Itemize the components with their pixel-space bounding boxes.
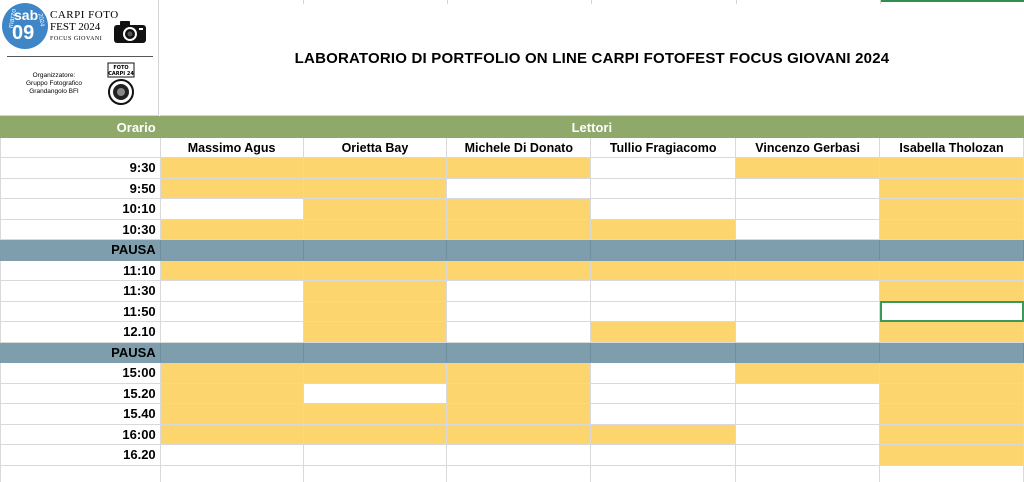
time-label[interactable]: 10:30 (1, 219, 161, 240)
booked-slot-cell[interactable] (736, 260, 880, 281)
reader-name[interactable]: Massimo Agus (160, 138, 303, 158)
pause-cell[interactable] (447, 240, 591, 261)
pause-label[interactable]: PAUSA (1, 240, 161, 261)
orario-header[interactable]: Orario (1, 117, 161, 138)
time-label[interactable]: 15.40 (1, 404, 161, 425)
svg-text:FOTO: FOTO (113, 65, 129, 71)
pause-row (1, 240, 1024, 261)
free-slot-cell[interactable] (160, 281, 303, 302)
booked-slot-cell[interactable] (160, 383, 303, 404)
booked-slot-cell[interactable] (591, 424, 736, 445)
free-slot-cell[interactable] (880, 301, 1024, 322)
booked-slot-cell[interactable] (303, 424, 447, 445)
booked-slot-cell[interactable] (736, 158, 880, 179)
time-label[interactable]: 16:00 (1, 424, 161, 445)
reader-name[interactable]: Isabella Tholozan (880, 138, 1024, 158)
booked-slot-cell[interactable] (160, 404, 303, 425)
booked-slot-cell[interactable] (160, 178, 303, 199)
empty-cell[interactable] (880, 465, 1024, 482)
time-label[interactable]: 11:30 (1, 281, 161, 302)
booked-slot-cell[interactable] (736, 363, 880, 384)
free-slot-cell[interactable] (303, 383, 447, 404)
booked-slot-cell[interactable] (303, 404, 447, 425)
booked-slot-cell[interactable] (160, 158, 303, 179)
reader-name[interactable]: Vincenzo Gerbasi (736, 138, 880, 158)
time-slot-row (1, 178, 1024, 199)
organizer-text (18, 72, 90, 96)
organizer-name-line2: Grandangolo BFI (29, 88, 79, 95)
booked-slot-cell[interactable] (880, 424, 1024, 445)
booked-slot-cell[interactable] (303, 363, 447, 384)
pause-cell[interactable] (736, 240, 880, 261)
reader-name[interactable]: Orietta Bay (303, 138, 447, 158)
free-slot-cell[interactable] (160, 199, 303, 220)
booked-slot-cell[interactable] (303, 322, 447, 343)
booked-slot-cell[interactable] (447, 383, 591, 404)
free-slot-cell[interactable] (736, 322, 880, 343)
free-slot-cell[interactable] (447, 445, 591, 466)
empty-cell[interactable] (591, 465, 736, 482)
time-slot-row (1, 383, 1024, 404)
empty-cell[interactable] (1, 465, 161, 482)
free-slot-cell[interactable] (591, 301, 736, 322)
readers-row (1, 138, 1024, 158)
booked-slot-cell[interactable] (160, 260, 303, 281)
free-slot-cell[interactable] (591, 383, 736, 404)
time-slot-row (1, 158, 1024, 179)
empty-cell[interactable] (1, 138, 161, 158)
time-label[interactable]: 9:30 (1, 158, 161, 179)
grid-line (447, 0, 448, 4)
pause-cell[interactable] (591, 240, 736, 261)
time-label[interactable]: 11:50 (1, 301, 161, 322)
lettori-header[interactable]: Lettori (160, 117, 1023, 138)
free-slot-cell[interactable] (160, 301, 303, 322)
booked-slot-cell[interactable] (303, 301, 447, 322)
empty-cell[interactable] (736, 465, 880, 482)
time-slot-row (1, 363, 1024, 384)
time-slot-row (1, 424, 1024, 445)
free-slot-cell[interactable] (447, 322, 591, 343)
booked-slot-cell[interactable] (303, 178, 447, 199)
free-slot-cell[interactable] (736, 178, 880, 199)
time-slot-row (1, 301, 1024, 322)
header-row (1, 117, 1024, 138)
camera-icon (112, 20, 148, 44)
badge-number: 09 (12, 22, 35, 44)
booked-slot-cell[interactable] (303, 158, 447, 179)
pause-cell[interactable] (160, 240, 303, 261)
logo-title-line3: FOCUS GIOVANI (50, 36, 103, 42)
title-area (160, 0, 1024, 116)
empty-cell[interactable] (303, 465, 447, 482)
pause-cell[interactable] (303, 342, 447, 363)
free-slot-cell[interactable] (591, 445, 736, 466)
booked-slot-cell[interactable] (447, 404, 591, 425)
booked-slot-cell[interactable] (447, 260, 591, 281)
grid-line (303, 0, 304, 4)
time-slot-row (1, 322, 1024, 343)
organizer-name-line1: Gruppo Fotografico (25, 80, 82, 87)
free-slot-cell[interactable] (736, 199, 880, 220)
booked-slot-cell[interactable] (880, 363, 1024, 384)
grid-line (736, 0, 737, 4)
pause-cell[interactable] (591, 342, 736, 363)
pause-label[interactable]: PAUSA (1, 342, 161, 363)
booked-slot-cell[interactable] (303, 281, 447, 302)
pause-cell[interactable] (880, 342, 1024, 363)
booked-slot-cell[interactable] (303, 199, 447, 220)
foto-carpi-logo-icon (104, 62, 138, 106)
date-badge (2, 3, 48, 49)
logo-title-line1: CARPI FOTO (50, 9, 119, 21)
free-slot-cell[interactable] (736, 281, 880, 302)
free-slot-cell[interactable] (736, 404, 880, 425)
cell-selection-mark (881, 0, 1024, 2)
badge-day: sab (14, 7, 39, 23)
booked-slot-cell[interactable] (447, 158, 591, 179)
free-slot-cell[interactable] (591, 281, 736, 302)
booked-slot-cell[interactable] (880, 445, 1024, 466)
free-slot-cell[interactable] (591, 158, 736, 179)
booked-slot-cell[interactable] (303, 219, 447, 240)
time-slot-row (1, 445, 1024, 466)
badge-year: 2024 (36, 12, 45, 28)
time-label[interactable]: 15.20 (1, 383, 161, 404)
empty-cell[interactable] (447, 465, 591, 482)
booked-slot-cell[interactable] (160, 219, 303, 240)
free-slot-cell[interactable] (736, 383, 880, 404)
booked-slot-cell[interactable] (880, 219, 1024, 240)
logo-area (0, 0, 159, 116)
organizer-label: Organizzatore: (32, 72, 76, 79)
free-slot-cell[interactable] (160, 322, 303, 343)
free-slot-cell[interactable] (303, 445, 447, 466)
free-slot-cell[interactable] (736, 301, 880, 322)
pause-cell[interactable] (447, 342, 591, 363)
booked-slot-cell[interactable] (591, 219, 736, 240)
booked-slot-cell[interactable] (880, 322, 1024, 343)
booked-slot-cell[interactable] (160, 424, 303, 445)
logo-divider (7, 56, 153, 57)
booked-slot-cell[interactable] (880, 404, 1024, 425)
free-slot-cell[interactable] (591, 178, 736, 199)
free-slot-cell[interactable] (591, 404, 736, 425)
booked-slot-cell[interactable] (880, 199, 1024, 220)
festival-logo-text (50, 9, 119, 45)
time-label[interactable]: 9:50 (1, 178, 161, 199)
free-slot-cell[interactable] (447, 281, 591, 302)
booked-slot-cell[interactable] (160, 363, 303, 384)
booked-slot-cell[interactable] (447, 363, 591, 384)
free-slot-cell[interactable] (447, 178, 591, 199)
booked-slot-cell[interactable] (303, 260, 447, 281)
pause-row (1, 342, 1024, 363)
pause-cell[interactable] (303, 240, 447, 261)
free-slot-cell[interactable] (447, 301, 591, 322)
time-slot-row (1, 260, 1024, 281)
free-slot-cell[interactable] (591, 199, 736, 220)
time-label[interactable]: 16.20 (1, 445, 161, 466)
free-slot-cell[interactable] (736, 445, 880, 466)
booked-slot-cell[interactable] (447, 424, 591, 445)
badge-month: marzo (7, 8, 18, 29)
svg-text:CARPI 24: CARPI 24 (108, 71, 134, 77)
booked-slot-cell[interactable] (880, 383, 1024, 404)
logo-title-line2: FEST 2024 (50, 21, 101, 33)
empty-row (1, 465, 1024, 482)
time-label[interactable]: 10:10 (1, 199, 161, 220)
pause-cell[interactable] (160, 342, 303, 363)
free-slot-cell[interactable] (591, 363, 736, 384)
booked-slot-cell[interactable] (591, 322, 736, 343)
pause-cell[interactable] (736, 342, 880, 363)
time-slot-row (1, 219, 1024, 240)
grid-line (591, 0, 592, 4)
time-slot-row (1, 404, 1024, 425)
time-label[interactable]: 15:00 (1, 363, 161, 384)
booked-slot-cell[interactable] (880, 158, 1024, 179)
free-slot-cell[interactable] (736, 219, 880, 240)
booked-slot-cell[interactable] (880, 178, 1024, 199)
reader-name[interactable]: Michele Di Donato (447, 138, 591, 158)
free-slot-cell[interactable] (160, 445, 303, 466)
page-title: LABORATORIO DI PORTFOLIO ON LINE CARPI FOTOFEST FOCUS GIOVANI 2024 (294, 50, 890, 67)
booked-slot-cell[interactable] (447, 219, 591, 240)
time-slot-row (1, 281, 1024, 302)
reader-name[interactable]: Tullio Fragiacomo (591, 138, 736, 158)
pause-cell[interactable] (880, 240, 1024, 261)
schedule-table (0, 116, 1024, 482)
booked-slot-cell[interactable] (880, 281, 1024, 302)
booked-slot-cell[interactable] (447, 199, 591, 220)
empty-cell[interactable] (160, 465, 303, 482)
time-label[interactable]: 12.10 (1, 322, 161, 343)
booked-slot-cell[interactable] (880, 260, 1024, 281)
free-slot-cell[interactable] (736, 424, 880, 445)
booked-slot-cell[interactable] (591, 260, 736, 281)
time-slot-row (1, 199, 1024, 220)
time-label[interactable]: 11:10 (1, 260, 161, 281)
